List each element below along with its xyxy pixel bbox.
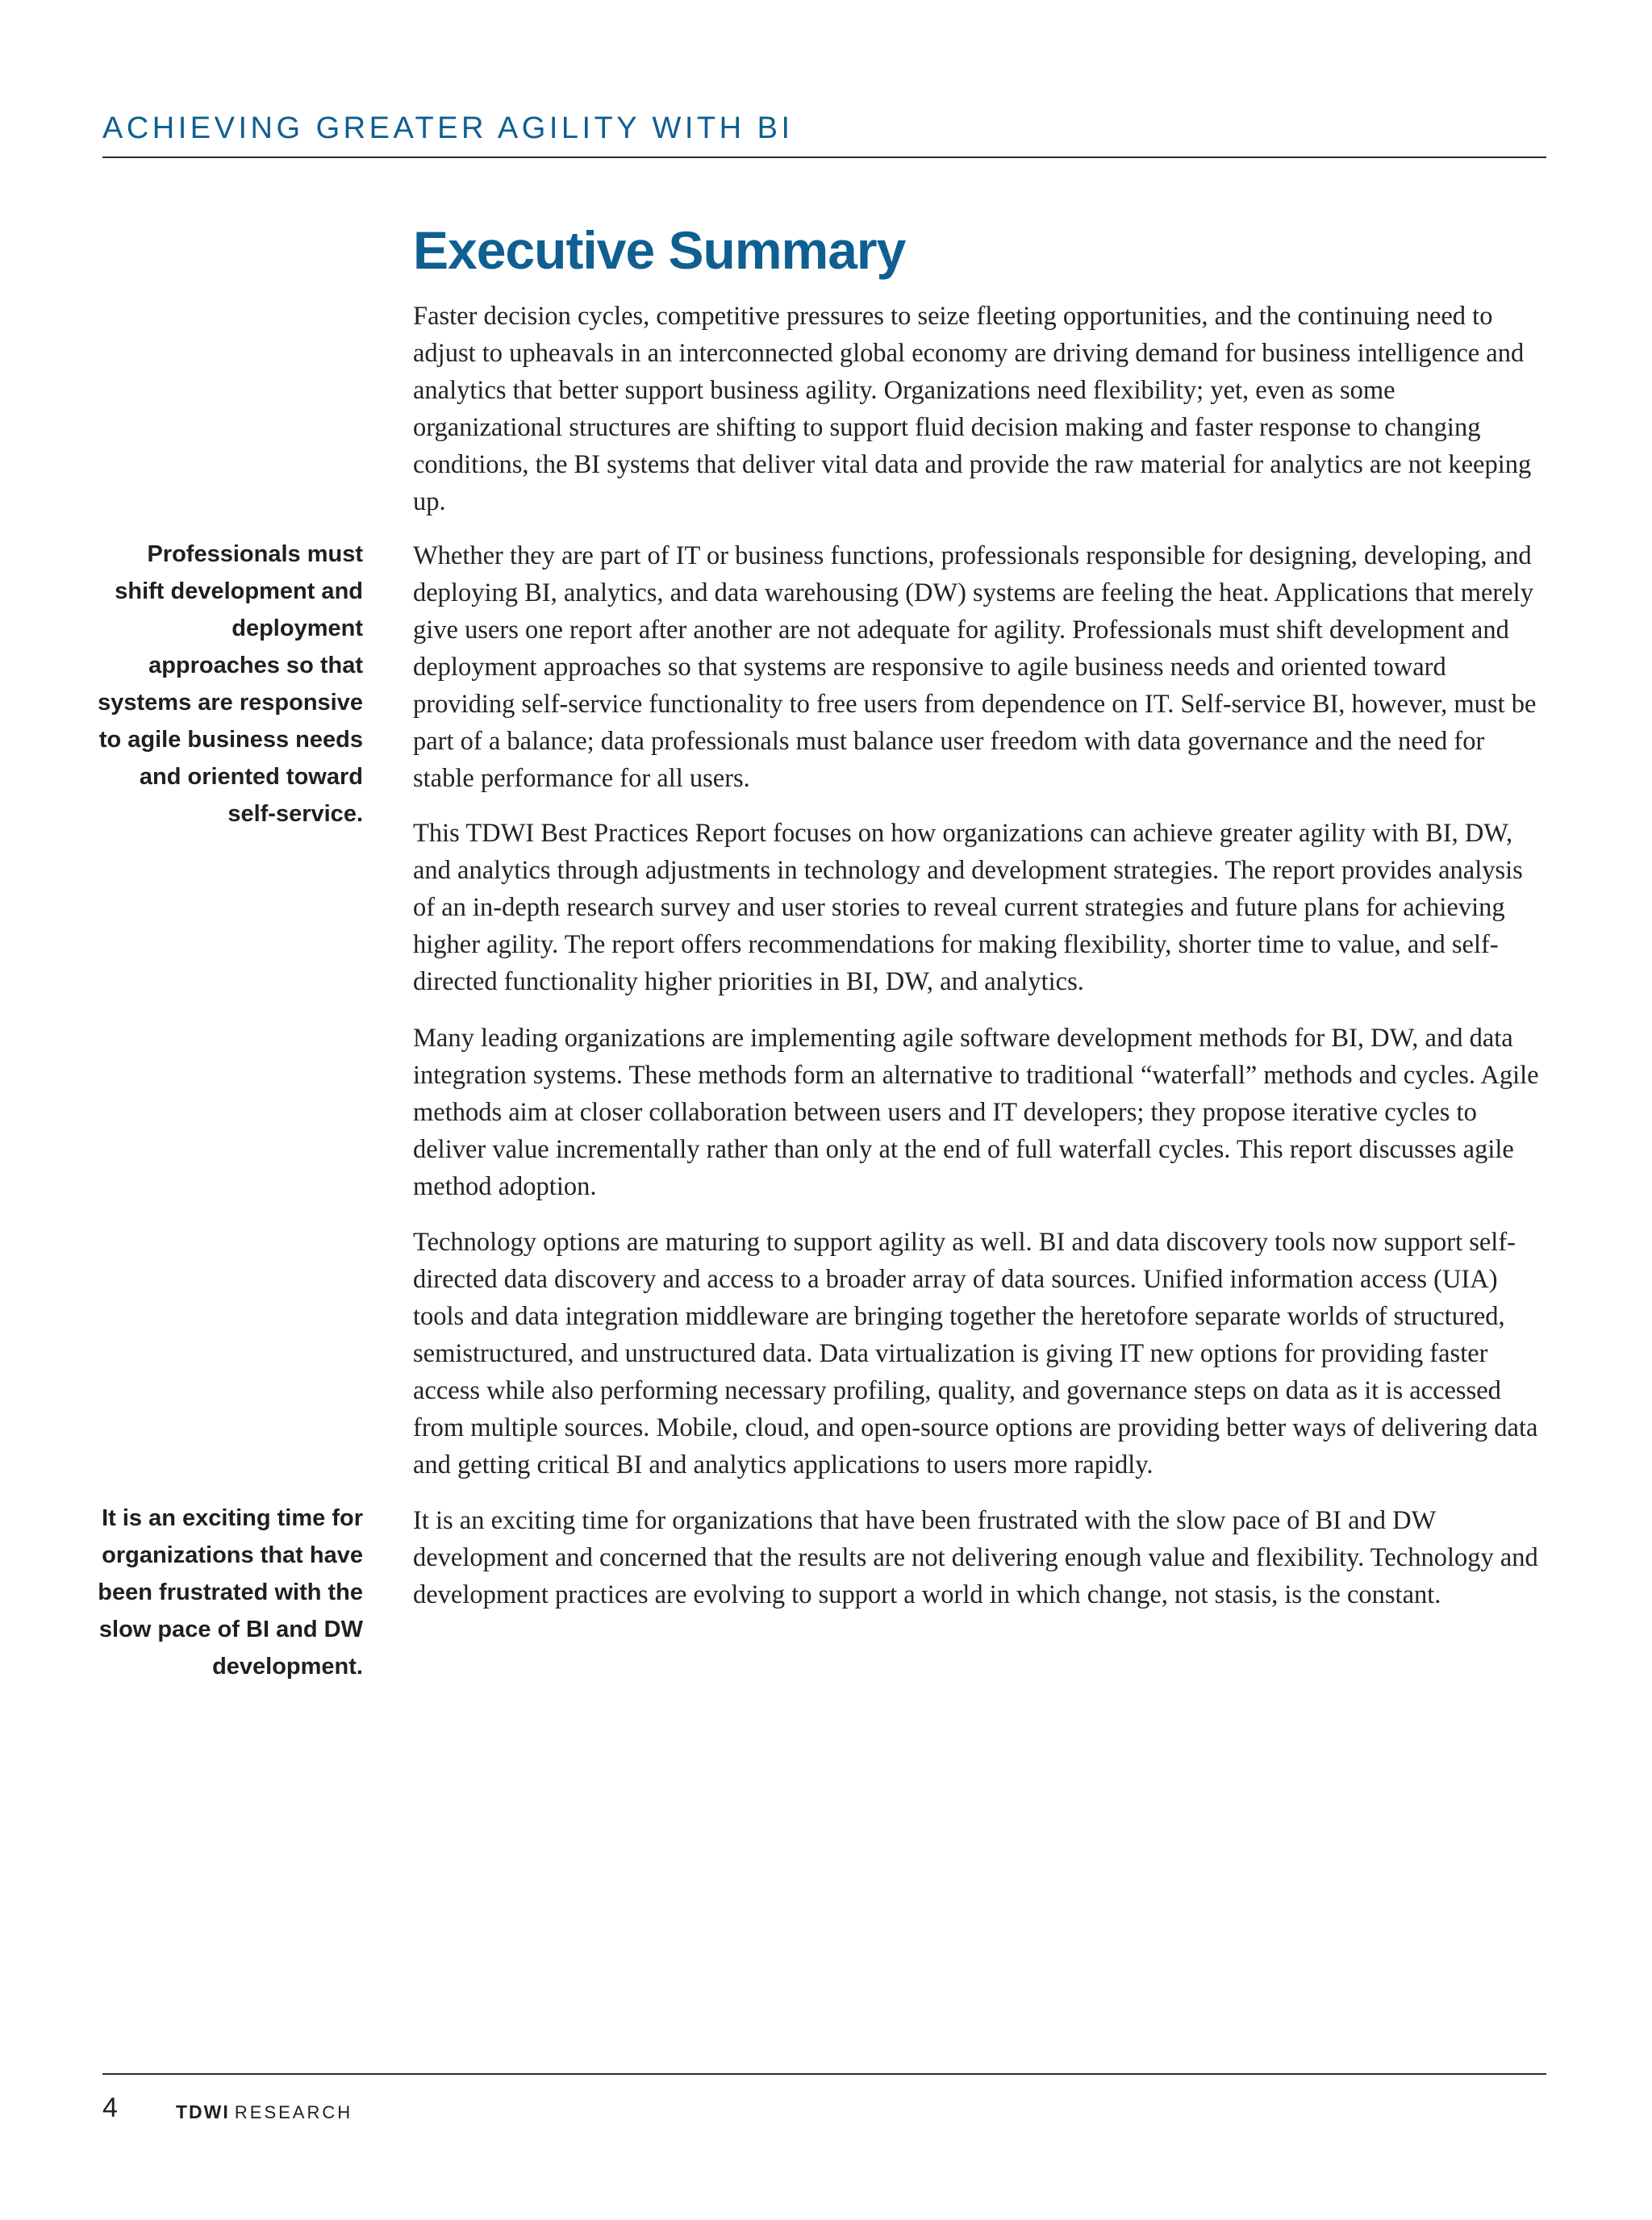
header-rule [102,156,1546,158]
tdwi-research-logo [176,2101,353,2123]
brand-mark: TDWI [176,2101,230,2122]
body-paragraph-1: Faster decision cycles, competitive pressures to seize fleeting opportunities, and the continuing need to adjust to upheavals in an interconnected global economy are driving demand for business intelligence and analytics that better support business agility. Organizations need flexibility; yet, even as some organizational structures are shifting to support fluid decision making and faster response to changing conditions, the BI systems that deliver vital data and provide the raw material for analytics are not keeping up. [413,302,1532,516]
body-paragraph-2: Whether they are part of IT or business functions, professionals responsible for designing, developing, and deploying BI, analytics, and data warehousing (DW) systems are feeling the heat. Applications that merely give users one report after another are not adequate for agility. Professionals must shift development and deployment approaches so that systems are responsive to agile business needs and oriented toward providing self-service functionality to free users from dependence on IT. Self-service BI, however, must be part of a balance; data professionals must balance user freedom with data governance and the need for stable performance for all users. [413,541,1537,793]
pull-quote-1: Professionals must shift development and deployment approaches so that systems are responsive to agile business needs and oriented toward self-service. [98,541,363,827]
brand-word: RESEARCH [234,2102,353,2122]
pull-quote-2: It is an exciting time for organizations that have been frustrated with the slow pace of BI and DW development. [98,1505,363,1680]
page-title: Executive Summary [413,220,906,280]
body-paragraph-4: Many leading organizations are implementing agile software development methods for BI, DW, and data integration systems. These methods form an alternative to traditional “waterfall” methods and cycles. Agile methods aim at closer collaboration between users and IT developers; they propose iterative cycles to deliver value incrementally rather than only at the end of full waterfall cycles. This report discusses agile method adoption. [413,1024,1539,1201]
running-header: ACHIEVING GREATER AGILITY WITH BI [102,111,794,145]
body-paragraph-6: It is an exciting time for organizations that have been frustrated with the slow pace of BI and DW development and concerned that the results are not delivering enough value and flexibility. Technology and development practices are evolving to support a world in which change, not stasis, is the constant. [413,1506,1538,1609]
body-paragraph-3: This TDWI Best Practices Report focuses on how organizations can achieve greater agility with BI, DW, and analytics through adjustments in technology and development strategies. The report provides analysis of an in-depth research survey and user stories to reveal current strategies and future plans for achieving higher agility. The report offers recommendations for making flexibility, shorter time to value, and self-directed functionality higher priorities in BI, DW, and analytics. [413,819,1523,996]
body-paragraph-5: Technology options are maturing to support agility as well. BI and data discovery tools now support self-directed data discovery and access to a broader array of data sources. Unified information access (UIA) tools and data integration middleware are bringing together the heretofore separate worlds of structured, semistructured, and unstructured data. Data virtualization is giving IT new options for providing faster access while also performing necessary profiling, quality, and governance steps on data as it is accessed from multiple sources. Mobile, cloud, and open-source options are providing better ways of delivering data and getting critical BI and analytics applications to users more rapidly. [413,1228,1538,1479]
page-number: 4 [102,2093,118,2123]
footer-rule [102,2073,1546,2075]
